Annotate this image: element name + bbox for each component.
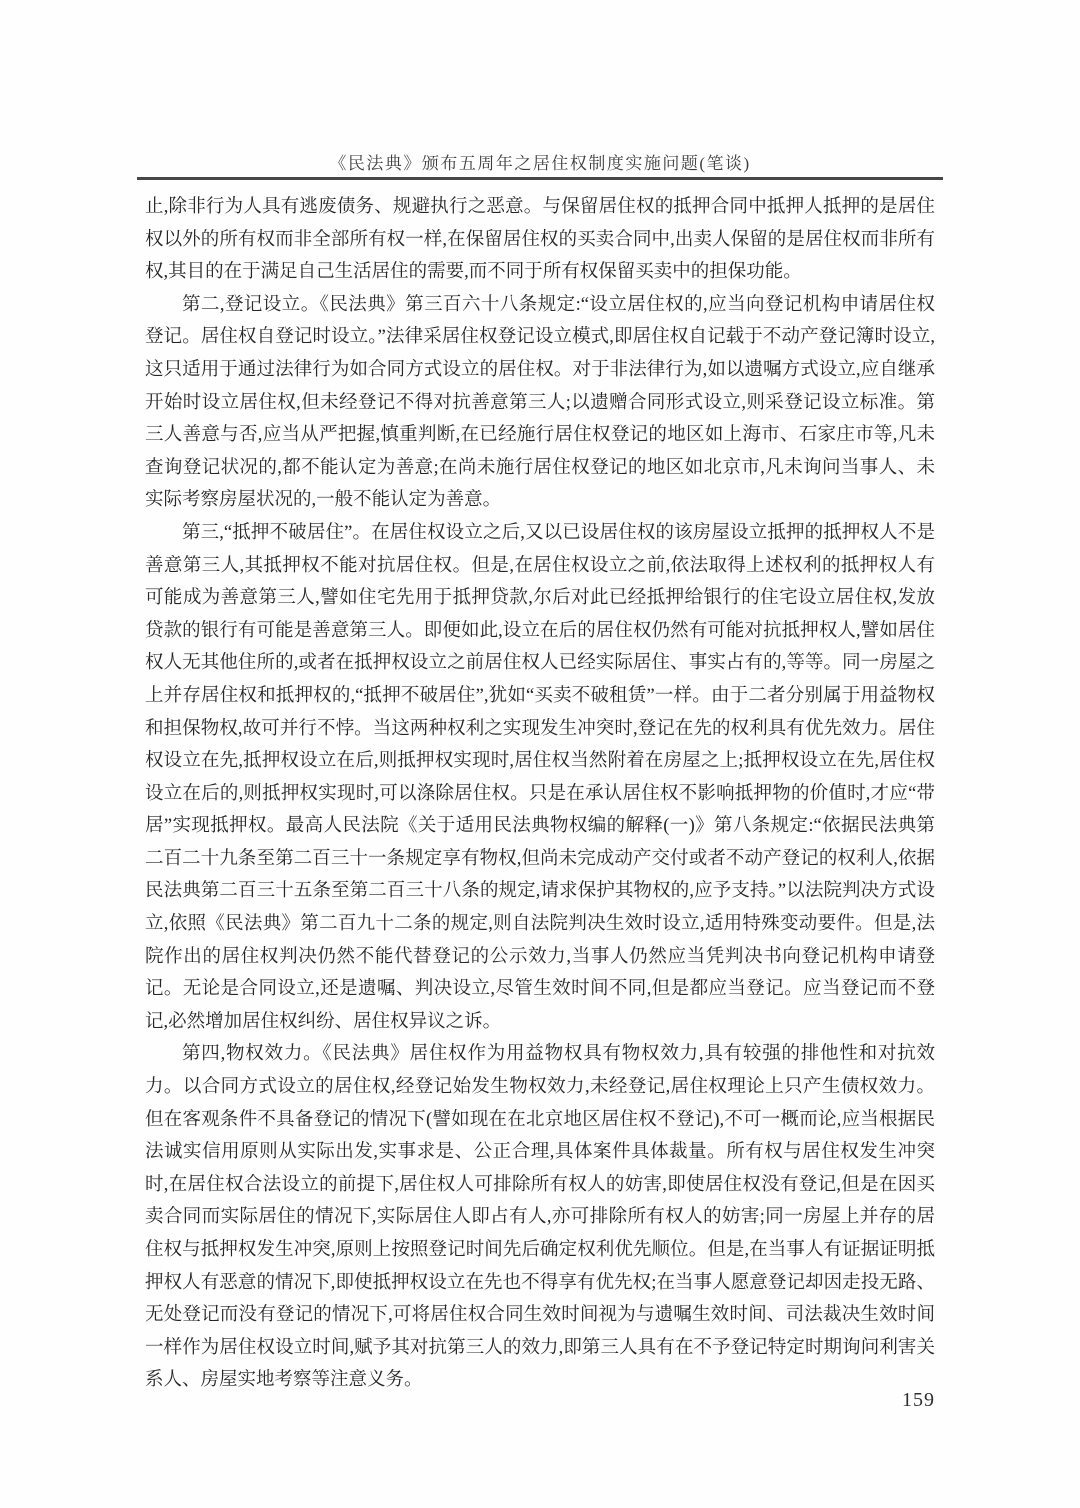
- running-header-title: 《民法典》颁布五周年之居住权制度实施问题(笔谈): [329, 154, 751, 173]
- paragraph-continuation: 止,除非行为人具有逃废债务、规避执行之恶意。与保留居住权的抵押合同中抵押人抵押的是居住权以外的所有权而非全部所有权一样,在保留居住权的买卖合同中,出卖人保留的是居住权而非所有权,其目的在于满足自己生活居住的需要,而不同于所有权保留买卖中的担保功能。: [145, 197, 935, 283]
- paragraph-fourth-point: 第四,物权效力。《民法典》居住权作为用益物权具有物权效力,具有较强的排他性和对抗效力。以合同方式设立的居住权,经登记始发生物权效力,未经登记,居住权理论上只产生债权效力。但在客观条件不具备登记的情况下(譬如现在在北京地区居住权不登记),不可一概而论,应当根据民法诚实信用原则从实际出发,实事求是、公正合理,具体案件具体裁量。所有权与居住权发生冲突时,在居住权合法设立的前提下,居住权人可排除所有权人的妨害,即使居住权没有登记,但是在因买卖合同而实际居住的情况下,实际居住人即占有人,亦可排除所有权人的妨害;同一房屋上并存的居住权与抵押权发生冲突,原则上按照登记时间先后确定权利优先顺位。但是,在当事人有证据证明抵押权人有恶意的情况下,即使抵押权设立在先也不得享有优先权;在当事人愿意登记却因走投无路、无处登记而没有登记的情况下,可将居住权合同生效时间视为与遗嘱生效时间、司法裁决生效时间一样作为居住权设立时间,赋予其对抗第三人的效力,即第三人具有在不予登记特定时期询问利害关系人、房屋实地考察等注意义务。: [145, 1044, 935, 1391]
- body-text: [145, 191, 935, 1397]
- paragraph-second-point: 第二,登记设立。《民法典》第三百六十八条规定:“设立居住权的,应当向登记机构申请居住权登记。居住权自登记时设立。”法律采居住权登记设立模式,即居住权自记载于不动产登记簿时设立,这只适用于通过法律行为如合同方式设立的居住权。对于非法律行为,如以遗嘱方式设立,应自继承开始时设立居住权,但未经登记不得对抗善意第三人;以遗赠合同形式设立,则采登记设立标准。第三人善意与否,应当从严把握,慎重判断,在已经施行居住权登记的地区如上海市、石家庄市等,凡未查询登记状况的,都不能认定为善意;在尚未施行居住权登记的地区如北京市,凡未询问当事人、未实际考察房屋状况的,一般不能认定为善意。: [145, 294, 935, 511]
- page-number: 159: [902, 1389, 935, 1411]
- paragraph-third-point: 第三,“抵押不破居住”。在居住权设立之后,又以已设居住权的该房屋设立抵押的抵押权人不是善意第三人,其抵押权不能对抗居住权。但是,在居住权设立之前,依法取得上述权利的抵押权人有可能成为善意第三人,譬如住宅先用于抵押贷款,尔后对此已经抵押给银行的住宅设立居住权,发放贷款的银行有可能是善意第三人。即便如此,设立在后的居住权仍然有可能对抗抵押权人,譬如居住权人无其他住所的,或者在抵押权设立之前居住权人已经实际居住、事实占有的,等等。同一房屋之上并存居住权和抵押权的,“抵押不破居住”,犹如“买卖不破租赁”一样。由于二者分别属于用益物权和担保物权,故可并行不悖。当这两种权利之实现发生冲突时,登记在先的权利具有优先效力。居住权设立在先,抵押权设立在后,则抵押权实现时,居住权当然附着在房屋之上;抵押权设立在先,居住权设立在后的,则抵押权实现时,可以涤除居住权。只是在承认居住权不影响抵押物的价值时,才应“带居”实现抵押权。最高人民法院《关于适用民法典物权编的解释(一)》第八条规定:“依据民法典第二百二十九条至第二百三十一条规定享有物权,但尚未完成动产交付或者不动产登记的权利人,依据民法典第二百三十五条至第二百三十八条的规定,请求保护其物权的,应予支持。”以法院判决方式设立,依照《民法典》第二百九十二条的规定,则自法院判决生效时设立,适用特殊变动要件。但是,法院作出的居住权判决仍然不能代替登记的公示效力,当事人仍然应当凭判决书向登记机构申请登记。无论是合同设立,还是遗嘱、判决设立,尽管生效时间不同,但是都应当登记。应当登记而不登记,必然增加居住权纠纷、居住权异议之诉。: [145, 522, 935, 1032]
- header-rule: [137, 177, 943, 180]
